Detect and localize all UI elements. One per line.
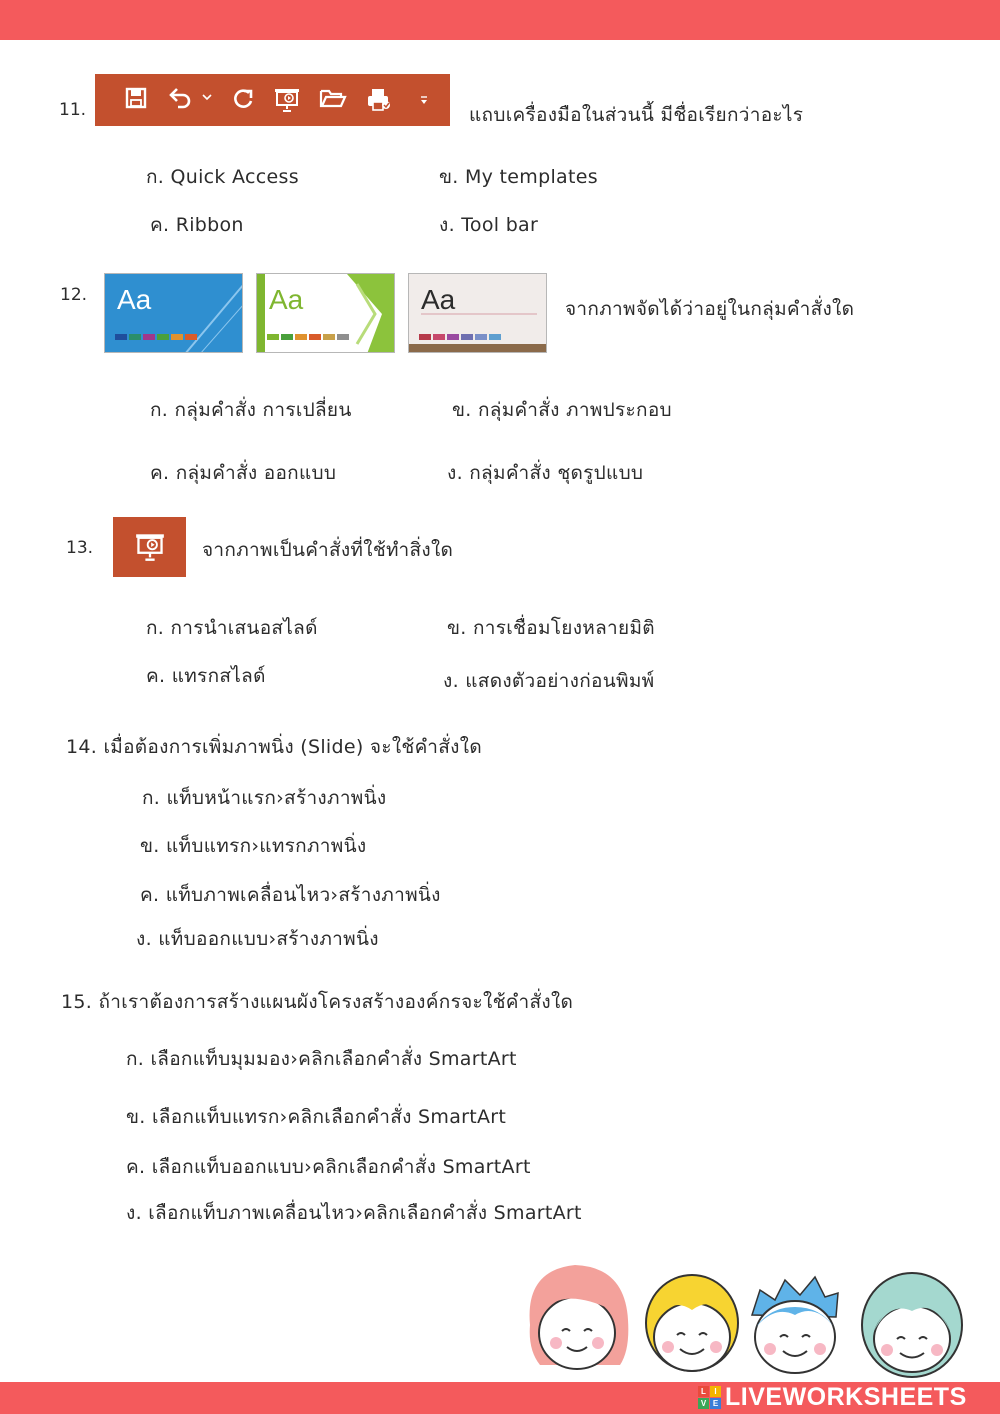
slideshow-command-image [113,517,186,577]
q12-choice-d[interactable]: ง. กลุ่มคำสั่ง ชุดรูปแบบ [447,462,644,484]
q15-choice-b[interactable]: ข. เลือกแท็บแทรก›คลิกเลือกคำสั่ง SmartArt [126,1106,507,1128]
q14-choice-d[interactable]: ง. แท็บออกแบบ›สร้างภาพนิ่ง [136,928,379,950]
color-swatch [185,334,197,340]
question-12-text: จากภาพจัดได้ว่าอยู่ในกลุ่มคำสั่งใด [565,298,855,320]
color-swatch [419,334,431,340]
redo-icon [231,87,255,111]
question-14-text: 14. เมื่อต้องการเพิ่มภาพนิ่ง (Slide) จะใช้คำสั่งใด [66,736,482,758]
logo-text: LIVEWORKSHEETS [725,1382,967,1411]
undo-icon [168,87,194,109]
color-swatch [143,334,155,340]
question-11-number: 11. [59,100,87,120]
color-swatch [157,334,169,340]
theme-thumbnail-green [256,273,395,353]
color-swatch [295,334,307,340]
color-swatch [267,334,279,340]
question-15-text: 15. ถ้าเราต้องการสร้างแผนผังโครงสร้างองค์กรจะใช้คำสั่งใด [61,991,574,1013]
question-13-number: 13. [66,538,94,558]
theme-sample-text: Aa [269,284,304,315]
print-icon [365,87,393,113]
q13-choice-b[interactable]: ข. การเชื่อมโยงหลายมิติ [447,617,655,639]
chevron-down-icon [202,94,212,102]
face-blue-hair-icon [752,1277,838,1373]
q14-choice-b[interactable]: ข. แท็บแทรก›แทรกภาพนิ่ง [140,835,367,857]
face-pink-hair-icon [530,1265,629,1369]
color-swatch [447,334,459,340]
color-swatch [309,334,321,340]
theme-color-swatches [115,334,197,340]
customize-dropdown-icon [419,96,429,105]
open-folder-icon [319,87,347,109]
q12-choice-c[interactable]: ค. กลุ่มคำสั่ง ออกแบบ [150,462,337,484]
theme-color-swatches [267,334,349,340]
live-logo-icon: L I V E [698,1386,721,1409]
q14-choice-a[interactable]: ก. แท็บหน้าแรก›สร้างภาพนิ่ง [142,787,387,809]
q15-choice-c[interactable]: ค. เลือกแท็บออกแบบ›คลิกเลือกคำสั่ง SmartArt [126,1156,531,1178]
face-yellow-hair-icon [646,1275,738,1371]
theme-thumbnail-wood [408,273,547,353]
q12-choice-a[interactable]: ก. กลุ่มคำสั่ง การเปลี่ยน [150,399,352,421]
q11-choice-b[interactable]: ข. My templates [439,166,598,188]
color-swatch [323,334,335,340]
q11-choice-a[interactable]: ก. Quick Access [146,166,299,188]
q13-choice-a[interactable]: ก. การนำเสนอสไลด์ [146,617,318,639]
color-swatch [129,334,141,340]
quick-access-toolbar-image [95,74,450,126]
question-13-text: จากภาพเป็นคำสั่งที่ใช้ทำสิ่งใด [202,539,454,561]
color-swatch [281,334,293,340]
color-swatch [461,334,473,340]
q15-choice-d[interactable]: ง. เลือกแท็บภาพเคลื่อนไหว›คลิกเลือกคำสั่ง SmartArt [126,1202,582,1224]
q11-choice-d[interactable]: ง. Tool bar [439,214,539,236]
question-11-text: แถบเครื่องมือในส่วนนี้ มีชื่อเรียกว่าอะไร [469,104,804,126]
color-swatch [433,334,445,340]
q13-choice-d[interactable]: ง. แสดงตัวอย่างก่อนพิมพ์ [443,670,655,692]
theme-thumbnail-blue [104,273,243,353]
color-swatch [475,334,487,340]
color-swatch [171,334,183,340]
save-icon [125,87,147,109]
theme-sample-text: Aa [421,284,456,315]
top-banner [0,0,1000,40]
q14-choice-c[interactable]: ค. แท็บภาพเคลื่อนไหว›สร้างภาพนิ่ง [140,884,441,906]
color-swatch [489,334,501,340]
theme-color-swatches [419,334,501,340]
q12-choice-b[interactable]: ข. กลุ่มคำสั่ง ภาพประกอบ [452,399,672,421]
slideshow-icon [273,87,301,113]
q15-choice-a[interactable]: ก. เลือกแท็บมุมมอง›คลิกเลือกคำสั่ง SmartArt [126,1048,517,1070]
slideshow-icon [133,532,167,562]
color-swatch [337,334,349,340]
q13-choice-c[interactable]: ค. แทรกสไลด์ [146,665,266,687]
face-teal-hair-icon [862,1273,962,1377]
question-12-number: 12. [60,285,88,305]
cartoon-kids-illustration [520,1255,990,1380]
q11-choice-c[interactable]: ค. Ribbon [150,214,244,236]
theme-sample-text: Aa [117,284,152,315]
liveworksheets-logo[interactable] [698,1380,967,1414]
color-swatch [115,334,127,340]
